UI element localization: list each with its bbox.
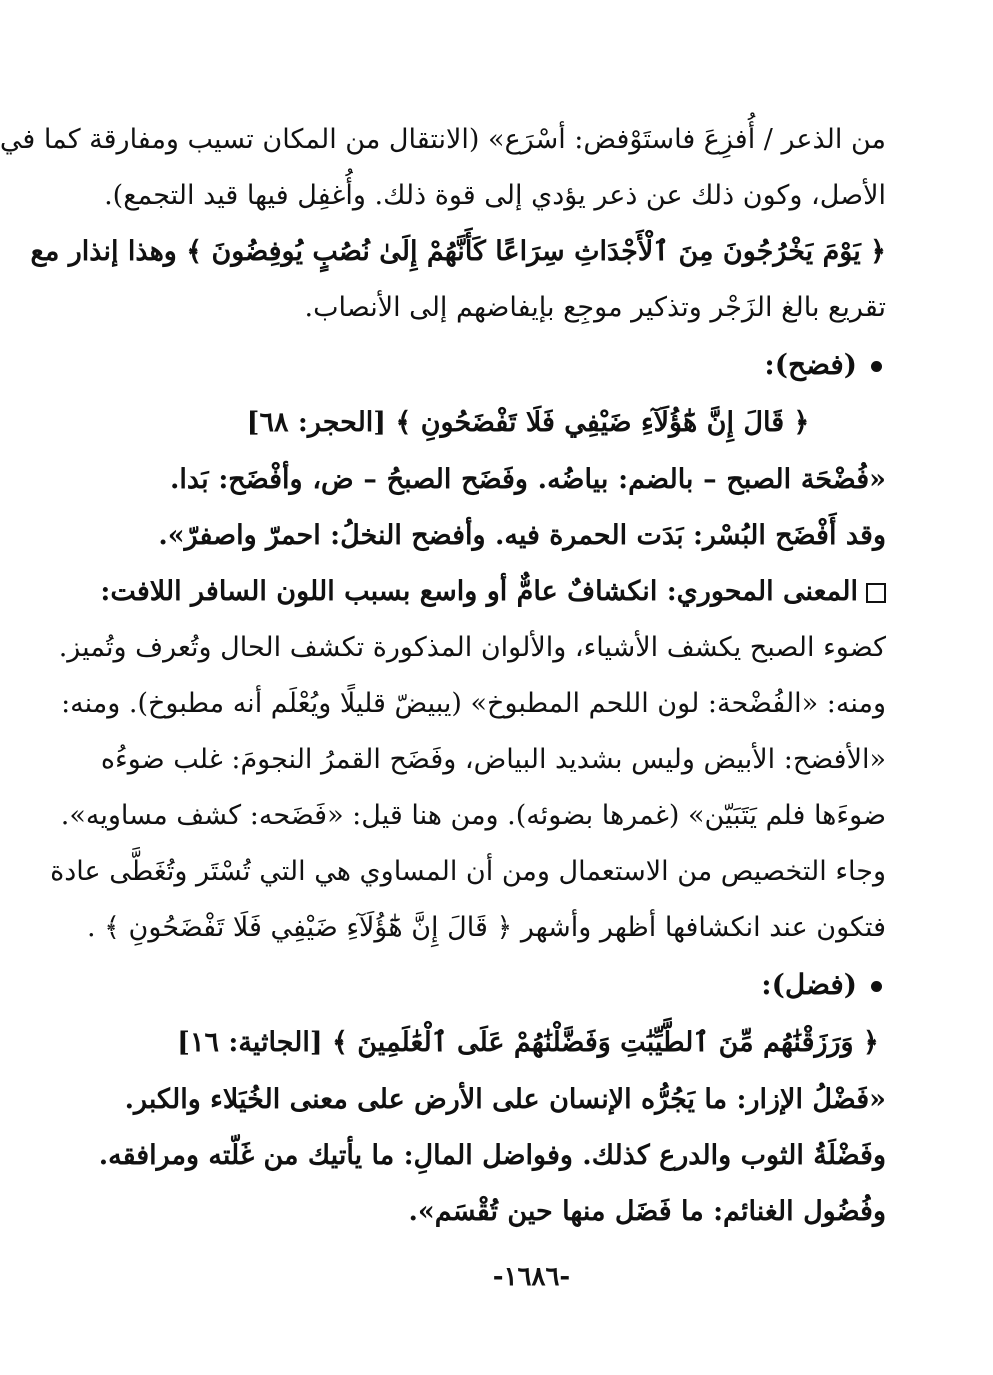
text-line: من الذعر / أُفزِعَ فاستَوْفض: أسْرَع» (الانتقال من المكان تسيب ومفارقة كما في [0, 124, 886, 155]
core-meaning-line [100, 564, 886, 620]
text-line: كضوء الصبح يكشف الأشياء، والألوان المذكورة تكشف الحال وتُعرف وتُميز. [58, 632, 886, 663]
bullet-icon [871, 981, 882, 992]
explanation-paragraph [50, 620, 886, 956]
quran-verse: ﴿ قَالَ إِنَّ هَٰٓؤُلَآءِ ضَيْفِي فَلَا تَفْضَحُونِ ﴾ [الحجر: ٦٨] [246, 407, 810, 438]
quran-verse: ﴿ وَرَزَقْنَٰهُم مِّنَ ٱلطَّيِّبَٰتِ وَفَضَّلْنَٰهُمْ عَلَى ٱلْعَٰلَمِينَ ﴾ [الجاثية: ١٦] [177, 1027, 879, 1058]
text-line: وقد أَفْضَح البُسْر: بَدَت الحمرة فيه. وأفضح النخلُ: احمرّ واصفرّ». [158, 520, 886, 551]
bullet-icon [871, 361, 882, 372]
text-line: الأصل، وكون ذلك عن ذعر يؤدي إلى قوة ذلك. وأُغفِل فيها قيد التجمع). [104, 180, 886, 211]
definition-paragraph [158, 452, 886, 564]
text-line: «الأفضح: الأبيض وليس بشديد البياض، وفَضَح القمرُ النجومَ: غلب ضوءُه [100, 744, 886, 775]
text-line: وفُضُول الغنائم: ما فَضَل منها حين تُقْسَم». [408, 1196, 886, 1227]
text-line: ومنه: «الفُضْحة: لون اللحم المطبوخ» (يبيضّ قليلًا ويُعْلَم أنه مطبوخ). ومنه: [61, 688, 886, 719]
page-body [0, 112, 886, 1240]
paragraph-wafd-continuation [0, 112, 886, 336]
text-line: ضوءَها فلم يَتَبَيّن» (غمرها بضوئه). ومن هنا قيل: «فَضَحه: كشف مساويه». [60, 800, 886, 831]
text-line: وجاء التخصيص من الاستعمال ومن أن المساوي هي التي تُسْتَر وتُغَطَّى عادة [50, 856, 886, 887]
entry-heading-fadh [170, 336, 886, 394]
text-line: تقريع بالغ الزَجْر وتذكير موجِع بإيفاضهم إلى الأنصاب. [304, 292, 886, 323]
text-line: «فَضْلُ الإزار: ما يَجُرُّه الإنسان على الأرض على معنى الخُيَلاء والكبر. [124, 1084, 886, 1115]
text-line: فتكون عند انكشافها أظهر وأشهر ﴿ قَالَ إِنَّ هَٰٓؤُلَآءِ ضَيْفِي فَلَا تَفْضَحُونِ ﴾ . [86, 912, 886, 943]
definition-paragraph [98, 1072, 886, 1240]
entry-heading-label: (فضح): [764, 348, 857, 381]
core-meaning-text: المعنى المحوري: انكشافٌ عامٌّ أو واسع بسبب اللون السافر اللافت: [100, 576, 858, 607]
entry-heading-label: (فضل): [761, 968, 857, 1001]
square-icon [866, 583, 886, 603]
page-number: -١٦٨٦- [492, 1262, 571, 1292]
entry-heading-fadl [170, 956, 886, 1014]
quran-verse-line: ﴿ يَوْمَ يَخْرُجُونَ مِنَ ٱلْأَجْدَاثِ سِرَاعًا كَأَنَّهُمْ إِلَىٰ نُصُبٍ يُوفِضُونَ ﴾ وهذا إنذار مع [30, 236, 886, 267]
text-line: «فُضْحَة الصبح – بالضم: بياضُه. وفَضَح الصبحُ – ض، وأفْضَح: بَدا. [170, 464, 886, 495]
text-line: وفَضْلَةُ الثوب والدرع كذلك. وفواضل المالِ: ما يأتيك من غَلّته ومرافقه. [98, 1140, 886, 1171]
